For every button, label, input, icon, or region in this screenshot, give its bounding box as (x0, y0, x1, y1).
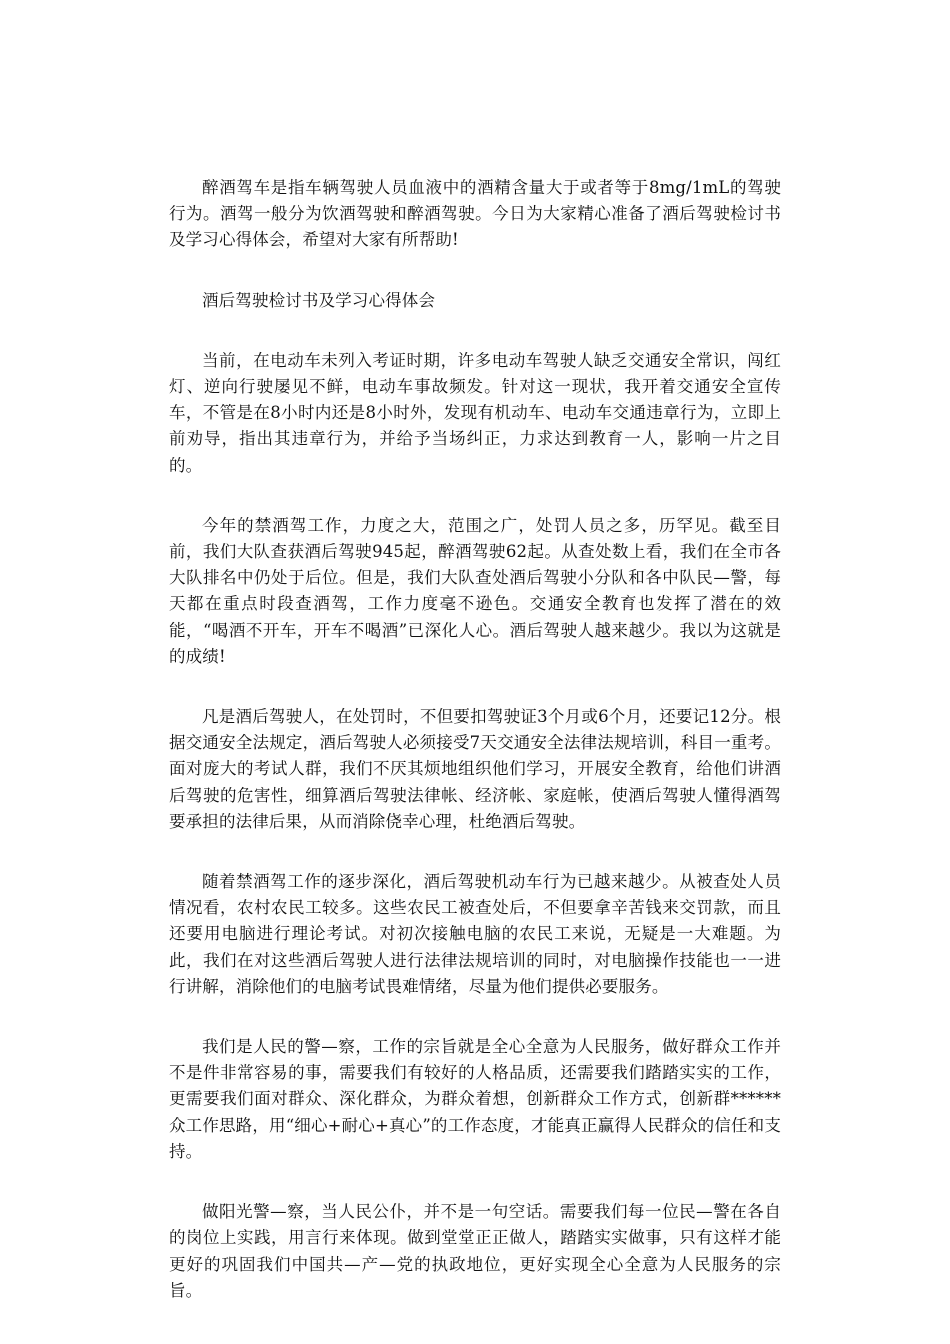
body-paragraph-6: 做阳光警—察，当人民公仆，并不是一句空话。需要我们每一位民—警在各自的岗位上实践，用言行来体现。做到堂堂正正做人，踏踏实实做事，只有这样才能更好的巩固我们中国共—产—党的执政地位，更好实现全心全意为人民服务的宗旨。 (169, 1202, 781, 1300)
body-paragraph-3: 凡是酒后驾驶人，在处罚时，不但要扣驾驶证3个月或6个月，还要记12分。根据交通安全法规定，酒后驾驶人必须接受7天交通安全法律法规培训，科目一重考。面对庞大的考试人群，我们不厌其烦地组织他们学习，开展安全教育，给他们讲酒后驾驶的危害性，细算酒后驾驶法律帐、经济帐、家庭帐，使酒后驾驶人懂得酒驾要承担的法律后果，从而消除侥幸心理，杜绝酒后驾驶。 (169, 707, 781, 831)
body-paragraph-5: 我们是人民的警—察，工作的宗旨就是全心全意为人民服务，做好群众工作并不是件非常容易的事，需要我们有较好的人格品质，还需要我们踏踏实实的工作，更需要我们面对群众、深化群众，为群众着想，创新群众工作方式，创新群******众工作思路，用“细心+耐心+真心”的工作态度，才能真正赢得人民群众的信任和支持。 (169, 1037, 781, 1161)
body-paragraph-1: 当前，在电动车未列入考证时期，许多电动车驾驶人缺乏交通安全常识，闯红灯、逆向行驶屡见不鲜，电动车事故频发。针对这一现状，我开着交通安全宣传车，不管是在8小时内还是8小时外，发现有机动车、电动车交通违章行为，立即上前劝导，指出其违章行为，并给予当场纠正，力求达到教育一人，影响一片之目的。 (169, 350, 781, 475)
document-title: 酒后驾驶检讨书及学习心得体会 (202, 290, 436, 310)
body-paragraph-2: 今年的禁酒驾工作，力度之大，范围之广，处罚人员之多，历罕见。截至目前，我们大队查获酒后驾驶945起，醉酒驾驶62起。从查处数上看，我们在全市各大队排名中仍处于后位。但是，我们大队查处酒后驾驶小分队和各中队民—警，每天都在重点时段查酒驾，工作力度毫不逊色。交通安全教育也发挥了潜在的效能，“喝酒不开车，开车不喝酒”已深化人心。酒后驾驶人越来越少。我以为这就是的成绩! (169, 515, 781, 666)
body-paragraph-4: 随着禁酒驾工作的逐步深化，酒后驾驶机动车行为已越来越少。从被查处人员情况看，农村农民工较多。这些农民工被查处后，不但要拿辛苦钱来交罚款，而且还要用电脑进行理论考试。对初次接触电脑的农民工来说，无疑是一大难题。为此，我们在对这些酒后驾驶人进行法律法规培训的同时，对电脑操作技能也一一进行讲解，消除他们的电脑考试畏难情绪，尽量为他们提供必要服务。 (169, 872, 781, 996)
document-body (169, 175, 781, 1338)
intro-paragraph: 醉酒驾车是指车辆驾驶人员血液中的酒精含量大于或者等于8mg/1mL的驾驶行为。酒驾一般分为饮酒驾驶和醉酒驾驶。今日为大家精心准备了酒后驾驶检讨书及学习心得体会，希望对大家有所帮助! (169, 178, 781, 250)
